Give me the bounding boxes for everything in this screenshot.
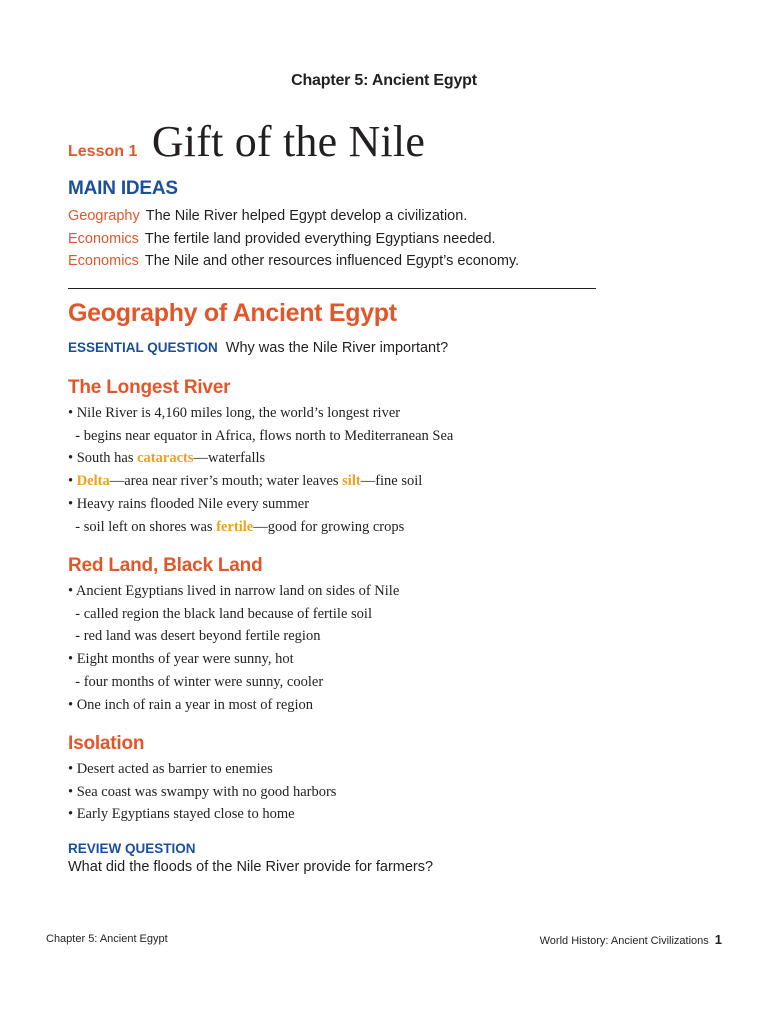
main-idea-text: The fertile land provided everything Egyptians needed. [144,230,496,247]
chapter-heading: Chapter 5: Ancient Egypt [291,72,477,89]
vocab-term-delta: Delta [76,473,110,490]
list-item: - called region the black land because of fertile soil [68,605,372,622]
essential-question-text: Why was the Nile River important? [225,340,449,356]
list-item: • South has cataracts—waterfalls [68,450,266,467]
vocab-term-fertile: fertile [216,518,254,535]
footer-book-title: World History: Ancient Civilizations [539,935,709,947]
section-divider [68,288,596,289]
red-black-land-list [68,580,399,716]
main-idea-text: The Nile and other resources influenced Egypt’s economy. [144,253,520,269]
list-item: - red land was desert beyond fertile region [68,628,321,645]
subheading-red-black-land: Red Land, Black Land [68,555,263,576]
list-item: • Delta—area near river’s mouth; water leaves silt—fine soil [68,473,423,490]
essential-question-label: ESSENTIAL QUESTION [68,340,218,355]
longest-river-list [68,402,453,538]
main-idea-item [68,250,519,273]
isolation-list [68,758,336,826]
review-question-text: What did the floods of the Nile River provide for farmers? [68,859,434,875]
list-item: - begins near equator in Africa, flows north to Mediterranean Sea [68,427,454,444]
main-idea-item [68,205,519,228]
essential-question [68,340,448,356]
list-item: - four months of winter were sunny, cooler [68,673,324,690]
main-idea-text: The Nile River helped Egypt develop a civilization. [145,208,468,224]
section-title: Geography of Ancient Egypt [68,299,397,327]
list-item: • Eight months of year were sunny, hot [68,651,294,668]
main-idea-category: Economics [68,253,139,269]
subheading-longest-river: The Longest River [68,377,231,398]
list-item: • Ancient Egyptians lived in narrow land on sides of Nile [68,583,400,599]
main-idea-category: Geography [68,208,140,224]
main-ideas-heading: MAIN IDEAS [68,178,178,199]
main-ideas-list [68,205,519,273]
vocab-term-silt: silt [342,473,361,490]
lesson-title: Gift of the Nile [151,117,426,166]
main-idea-item [68,228,519,251]
list-item: • One inch of rain a year in most of region [68,696,314,713]
review-question-label: REVIEW QUESTION [68,841,196,856]
list-item: • Desert acted as barrier to enemies [68,761,273,777]
list-item: - soil left on shores was fertile—good for growing crops [68,518,405,535]
page-number: 1 [714,932,722,947]
vocab-term-cataracts: cataracts [137,450,194,467]
subheading-isolation: Isolation [68,733,145,754]
list-item: • Heavy rains flooded Nile every summer [68,495,310,512]
list-item: • Nile River is 4,160 miles long, the world’s longest river [68,405,401,421]
footer-book [540,932,722,947]
lesson-label: Lesson 1 [68,143,138,160]
lesson-header [68,116,425,167]
main-idea-category: Economics [68,230,139,247]
list-item: • Sea coast was swampy with no good harbors [68,783,337,800]
list-item: • Early Egyptians stayed close to home [68,806,295,823]
footer-chapter: Chapter 5: Ancient Egypt [46,933,168,945]
